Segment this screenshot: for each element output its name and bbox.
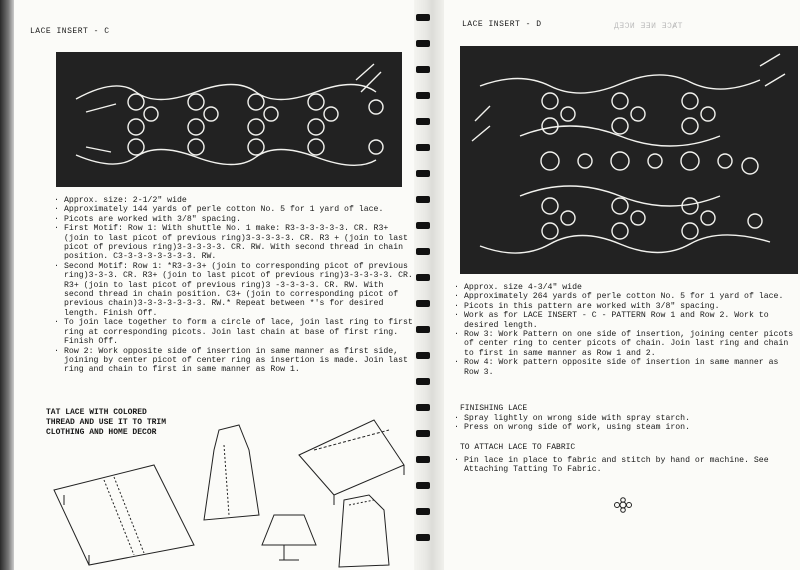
spiral-coil <box>416 274 430 281</box>
spiral-coil <box>416 144 430 151</box>
spec-item: . Row 4: Work pattern opposite side of insertion in same manner as Row 3. <box>454 358 794 377</box>
home-decor-illustration <box>44 395 414 570</box>
spec-item: . Work as for LACE INSERT - C - PATTERN Row 1 and Row 2. Work to desired length. <box>454 311 794 330</box>
spiral-coil <box>416 14 430 21</box>
lace-insert-d-photo <box>460 46 798 274</box>
ornament-icon <box>612 497 634 513</box>
spec-item: . Approx. size 4-3/4" wide <box>454 283 794 292</box>
spiral-coil <box>416 326 430 333</box>
spec-item: . Picots are worked with 3/8" spacing. <box>54 215 414 224</box>
attach-title: TO ATTACH LACE TO FABRIC <box>460 443 576 452</box>
spiral-coil <box>416 66 430 73</box>
left-page <box>14 0 414 570</box>
spiral-coil <box>416 430 430 437</box>
spiral-coil <box>416 118 430 125</box>
spiral-coil <box>416 378 430 385</box>
attach-list <box>454 456 794 475</box>
right-page <box>444 0 800 570</box>
spec-item: . Picots in this pattern are worked with 3/8" spacing. <box>454 302 794 311</box>
left-page-header: LACE INSERT - C <box>30 27 110 36</box>
spec-item: . Approx. size: 2-1/2" wide <box>54 196 414 205</box>
finishing-item: . Spray lightly on wrong side with spray starch. <box>454 414 794 423</box>
spiral-coil <box>416 170 430 177</box>
spiral-coil <box>416 248 430 255</box>
spiral-coil <box>416 196 430 203</box>
promo-text: TAT LACE WITH COLORED THREAD AND USE IT TO TRIM CLOTHING AND HOME DECOR <box>46 408 167 437</box>
spec-item: . To join lace together to form a circle of lace, join last ring to first ring at corresponding picots. Join last chain at base of first ring. Finish Off. <box>54 318 414 346</box>
spiral-coil <box>416 404 430 411</box>
spec-item: . Row 3: Work Pattern on one side of insertion, joining center picots of center ring to center picots of chain. Join last ring and chain to first in same manner as Row 1 and 2. <box>454 330 794 358</box>
book-edge <box>0 0 14 570</box>
spec-item: . Row 2: Work opposite side of insertion in same manner as first side, joining by center picot of center ring as insertion is made. Join last ring and chain to first in same manner as Row 1. <box>54 347 414 375</box>
lace-c-specs <box>54 196 414 375</box>
right-page-header: LACE INSERT - D <box>462 20 542 29</box>
spiral-coil <box>416 352 430 359</box>
spiral-coil <box>416 40 430 47</box>
spec-item: . Approximately 264 yards of perle cotton No. 5 for 1 yard of lace. <box>454 292 794 301</box>
finishing-title: FINISHING LACE <box>460 404 528 413</box>
spiral-coil <box>416 92 430 99</box>
finishing-item: . Press on wrong side of work, using steam iron. <box>454 423 794 432</box>
spiral-coil <box>416 508 430 515</box>
lace-d-specs <box>454 283 794 377</box>
show-through-text: ДƎƆИ ƎƎИ ƎƆȺΤ <box>614 22 683 31</box>
lace-insert-c-photo <box>56 52 402 187</box>
spec-item: . Approximately 144 yards of perle cotton No. 5 for 1 yard of lace. <box>54 205 414 214</box>
spiral-coil <box>416 300 430 307</box>
attach-item: . Pin lace in place to fabric and stitch by hand or machine. See Attaching Tatting To Fabric. <box>454 456 794 475</box>
spec-item: . First Motif: Row 1: With shuttle No. 1 make: R3-3-3-3-3-3. CR. R3+ (join to last picot of previous ring)3-3-3-3-3. CR. R3 + (join to last picot of previous ring)3-3-3-3-3. CR. RW. With second thread in chain position. C3-3-3-3-3-3-3-3. RW. <box>54 224 414 262</box>
spiral-coil <box>416 534 430 541</box>
spiral-coil <box>416 456 430 463</box>
spiral-coil <box>416 222 430 229</box>
spec-item: . Second Motif: Row 1: *R3-3-3+ (join to corresponding picot of previous ring)3-3-3. CR. R3+ (join to last picot of previous ring)3-3-3-3-3. CR. R3+ (join to last picot of previous ring)3 -3-3-3-3. CR. RW. With second thread in chain position. C3+ (join to corresponding picot of previous chain)3-3-3-3-3-3-3. RW.* Repeat between *'s for desired length. Finish Off. <box>54 262 414 318</box>
spiral-coil <box>416 482 430 489</box>
finishing-list <box>454 414 794 433</box>
